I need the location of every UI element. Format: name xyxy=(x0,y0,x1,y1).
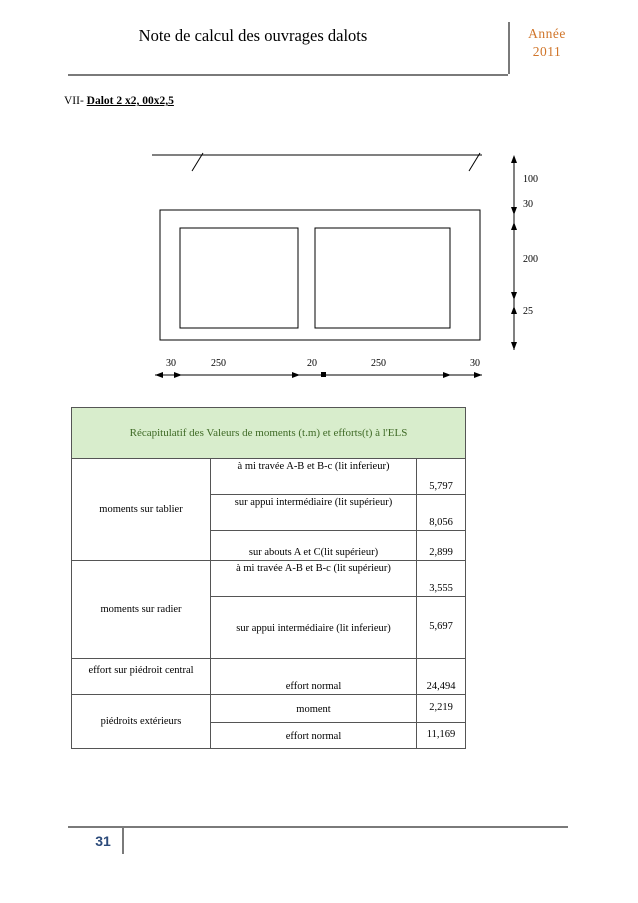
culvert-outer xyxy=(160,210,480,340)
table-row xyxy=(72,561,466,597)
group-label: piédroits extérieurs xyxy=(72,695,211,749)
vertical-arrow xyxy=(511,155,517,163)
culvert-drawing xyxy=(0,0,638,400)
row-value: 2,219 xyxy=(417,695,466,723)
horizontal-dim-label: 30 xyxy=(470,358,480,369)
vertical-dim-label: 100 xyxy=(523,174,538,185)
footer-separator xyxy=(122,828,124,854)
road-tick-right xyxy=(469,153,480,171)
table-header-row xyxy=(72,408,466,459)
row-value: 2,899 xyxy=(417,531,466,561)
row-value: 5,697 xyxy=(417,597,466,659)
vertical-dim-label: 200 xyxy=(523,254,538,265)
header-year-value: 2011 xyxy=(532,44,562,59)
horizontal-arrow xyxy=(443,372,451,378)
header-title: Note de calcul des ouvrages dalots xyxy=(138,26,368,45)
horizontal-arrow xyxy=(292,372,300,378)
horizontal-arrow xyxy=(474,372,482,378)
row-description: moment xyxy=(211,695,417,723)
row-value: 24,494 xyxy=(417,659,466,695)
group-label: moments sur radier xyxy=(72,561,211,659)
vertical-arrow xyxy=(511,342,517,350)
table-title: Récapitulatif des Valeurs de moments (t.m) et efforts(t) à l'ELS xyxy=(72,408,466,459)
row-description: sur appui intermédiaire (lit supérieur) xyxy=(211,495,417,531)
vertical-dim-label: 30 xyxy=(523,199,533,210)
vertical-dim-label: 25 xyxy=(523,306,533,317)
horizontal-dim-label: 30 xyxy=(166,358,176,369)
section-title: Dalot 2 x2, 00x2,5 xyxy=(86,95,174,107)
horizontal-marker xyxy=(321,372,326,377)
group-label: moments sur tablier xyxy=(72,459,211,561)
row-value: 3,555 xyxy=(417,561,466,597)
row-value: 11,169 xyxy=(417,723,466,749)
row-description: sur appui intermédiaire (lit inferieur) xyxy=(211,597,417,659)
row-value: 5,797 xyxy=(417,459,466,495)
page-number: 31 xyxy=(95,833,111,849)
row-value: 8,056 xyxy=(417,495,466,531)
row-description: à mi travée A-B et B-c (lit inferieur) xyxy=(211,459,417,495)
horizontal-arrow xyxy=(174,372,182,378)
road-tick-left xyxy=(192,153,203,171)
row-description: sur abouts A et C(lit supérieur) xyxy=(211,531,417,561)
row-description: à mi travée A-B et B-c (lit supérieur) xyxy=(211,561,417,597)
summary-table xyxy=(71,407,466,749)
section-number: VII- xyxy=(64,95,84,107)
vertical-arrow xyxy=(511,222,517,230)
table-row xyxy=(72,695,466,723)
vertical-arrow xyxy=(511,306,517,314)
row-description: effort normal xyxy=(211,723,417,749)
horizontal-dim-label: 250 xyxy=(371,358,386,369)
footer-rule xyxy=(68,826,568,828)
table-row xyxy=(72,659,466,695)
horizontal-dim-label: 250 xyxy=(211,358,226,369)
row-description: effort normal xyxy=(211,659,417,695)
horizontal-arrow xyxy=(155,372,163,378)
group-label: effort sur piédroit central xyxy=(72,659,211,695)
vertical-arrow xyxy=(511,292,517,300)
culvert-cell-right xyxy=(315,228,450,328)
header-year-label: Année xyxy=(528,26,566,41)
horizontal-dim-label: 20 xyxy=(307,358,317,369)
table-row xyxy=(72,459,466,495)
culvert-cell-left xyxy=(180,228,298,328)
vertical-arrow xyxy=(511,207,517,215)
